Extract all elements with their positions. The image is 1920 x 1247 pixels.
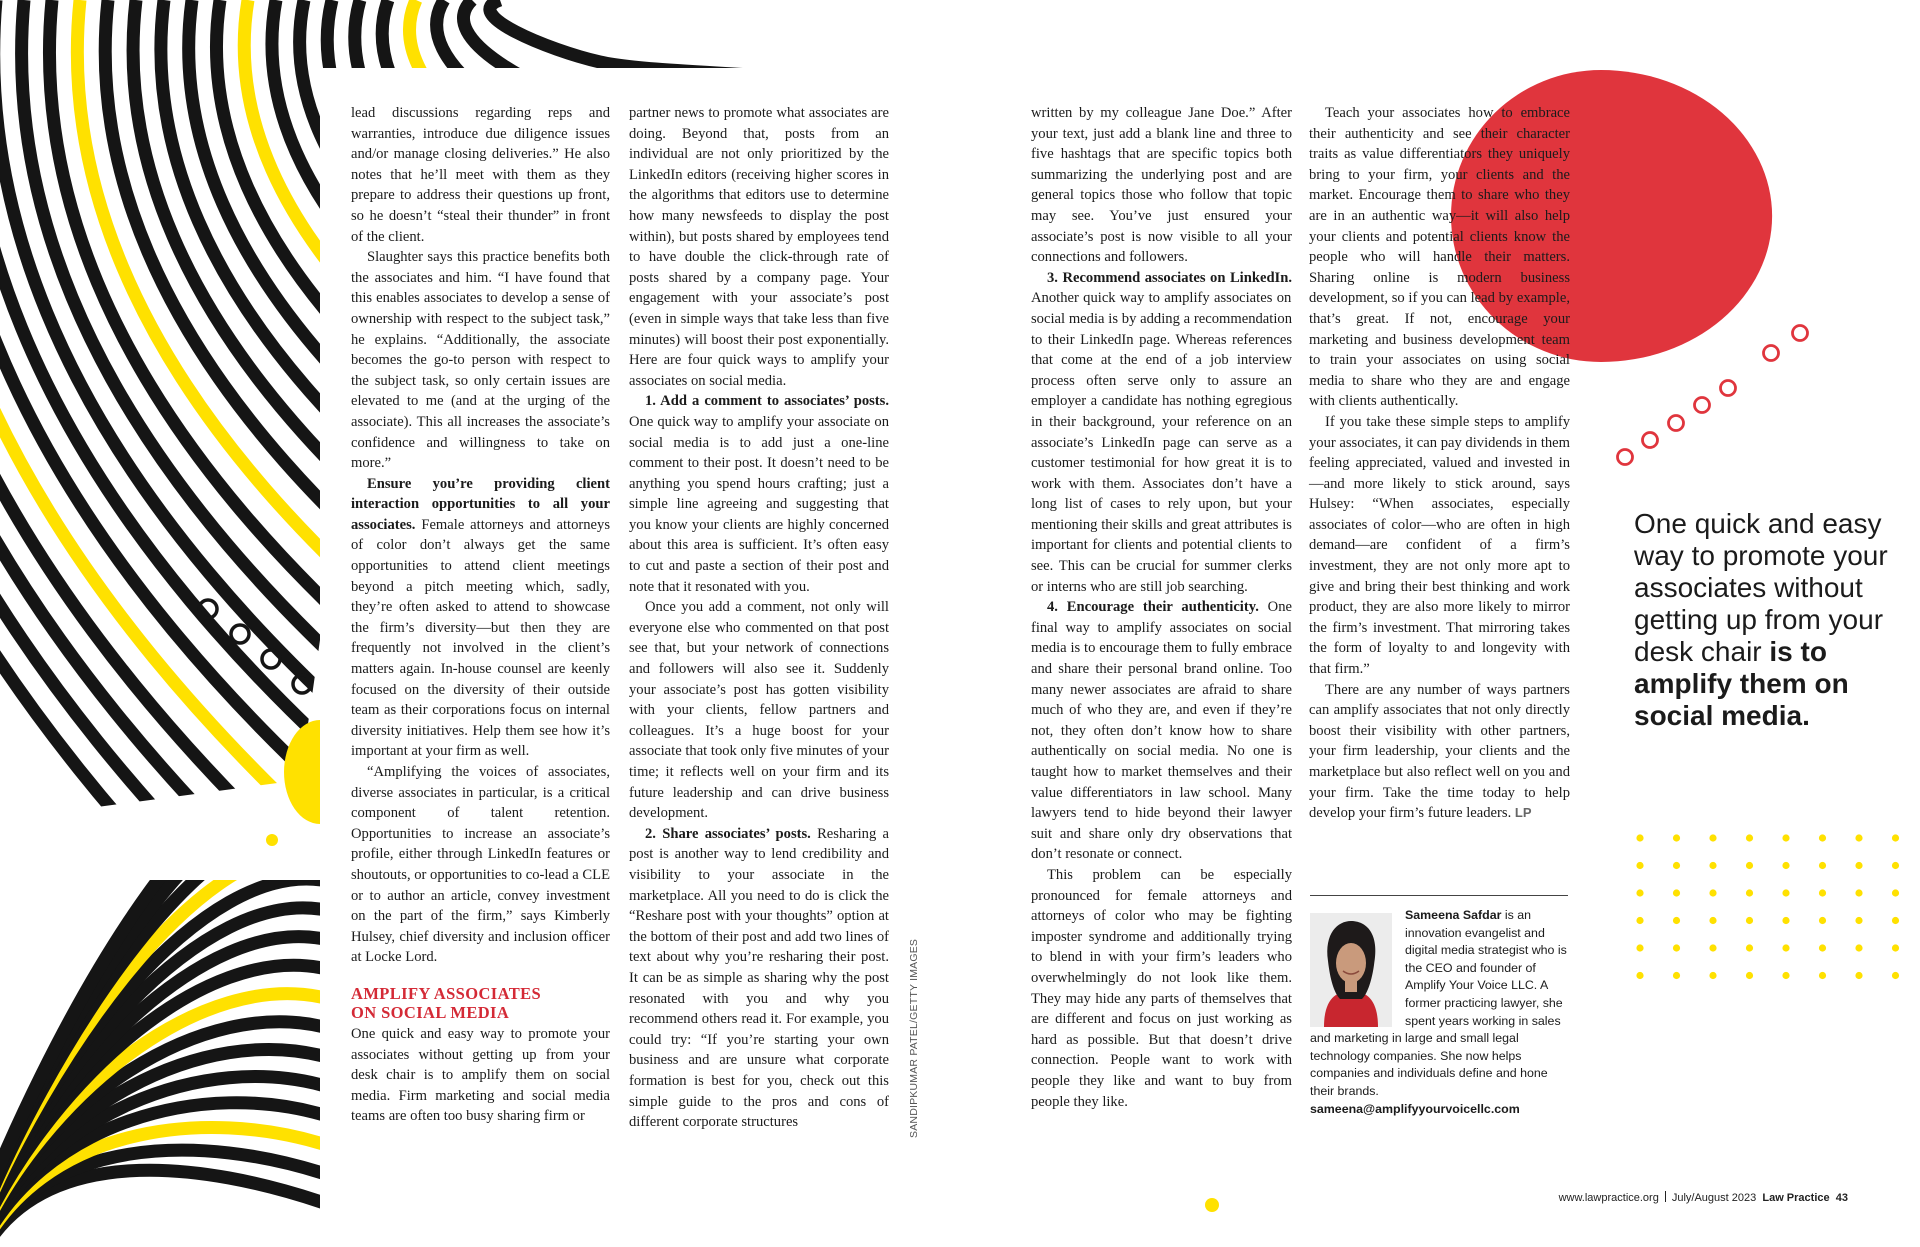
grid-dot	[1892, 862, 1899, 869]
grid-dot	[1746, 834, 1753, 841]
paragraph: One quick and easy way to promote your associates without getting up from your desk chair is to amplify them on social media. Firm marketing and social media teams are often too busy sharing firm or	[351, 1025, 610, 1125]
column-3	[1031, 103, 1292, 1112]
paragraph: 1. Add a comment to associates’ posts. One quick way to amplify your associate on social media is to add just a one-line comment to their post. It doesn’t need to be anything you spend hours crafting; just a simple line agreeing and suggesting that you know your clients are highly concerned about this area is sufficient. It’s often easy to cut and paste a section of their post and note that it resonated with you.	[629, 393, 889, 595]
grid-dot	[1746, 944, 1753, 951]
grid-dot	[1709, 889, 1716, 896]
author-bio: Sameena Safdar is an innovation evangelist and digital media strategist who is the CEO and founder of Amplify Your Voice LLC. A former practicing lawyer, she spent years working in sales and marketing in large and small legal technology companies. She now helps companies and individuals define and hone their brands. sameena@amplifyyourvoicellc.com	[1310, 908, 1567, 1116]
grid-dot	[1636, 889, 1643, 896]
column-2	[629, 103, 889, 1133]
grid-dot	[1819, 889, 1826, 896]
grid-dot	[1819, 972, 1826, 979]
column-4	[1309, 103, 1570, 824]
paragraph: This problem can be especially pronounced for female attorneys and attorneys of color who may be fighting imposter syndrome and additionally trying to blend in with your firm’s leaders who overwhelmingly do not look like them. They may hide any parts of themselves that are different and focus on just working as hard as possible. But that doesn’t drive connection. People want to work with people they like and want to buy from people they like.	[1031, 866, 1292, 1110]
author-name: Sameena Safdar	[1405, 908, 1502, 922]
paragraph: Teach your associates how to embrace their authenticity and see their character traits as value differentiators they uniquely bring to your firm, your clients and the market. Encourage them to share who they are in an authentic way—it will also help your clients and potential clients know the people who will handle their matters. Sharing online is modern business development, so if you can lead by example, that’s great. If not, encourage your marketing and business development team to train your associates on using social media to share who they are and engage with clients authentically.	[1309, 105, 1570, 410]
pull-quote: One quick and easy way to promote your associates without getting up from your desk chair is to amplify them on social media.	[1634, 508, 1888, 731]
paragraph: Ensure you’re providing client interaction opportunities to all your associates. Female attorneys and attorneys of color don’t always get the same opportunities to attend client meetings beyond a pitch meeting which, sadly, they’re often asked to attend to showcase the firm’s diversity—but then they are frequently not involved in the client’s matters again. In-house counsel are keenly focused on the diversity of their outside team as their corporations focus on internal diversity initiatives. Help them see how it’s important at your firm as well.	[351, 475, 610, 760]
grid-dot	[1855, 889, 1862, 896]
grid-dot	[1782, 944, 1789, 951]
grid-dot	[1746, 889, 1753, 896]
grid-dot	[1782, 889, 1789, 896]
grid-dot	[1892, 972, 1899, 979]
paragraph: partner news to promote what associates are doing. Beyond that, posts from an individual are not only prioritized by the LinkedIn editors (receiving higher scores in the algorithms that editors use to determine how many newsfeeds to display the post within), but posts shared by employees tend to have double the click-through rate of posts shared by a company page. Your engagement with your associate’s post (even in simple ways that take less than five minutes) will boost their post exponentially. Here are four quick ways to amplify your associates on social media.	[629, 105, 889, 389]
grid-dot	[1709, 944, 1716, 951]
grid-dot	[1892, 944, 1899, 951]
grid-dot	[1892, 889, 1899, 896]
run-in-head: 3. Recommend associates on LinkedIn.	[1047, 269, 1292, 286]
grid-dot	[1673, 944, 1680, 951]
paragraph: Slaughter says this practice benefits both the associates and him. “I have found that this enables associates to develop a sense of ownership with respect to the subject task,” he explains. “Additionally, the associate becomes the go-to person with respect to the subject task, so only certain issues are elevated to me (and at the urging of the associate). This all increases the associate’s confidence and willingness to take on more.”	[351, 249, 610, 472]
grid-dot	[1782, 862, 1789, 869]
footer-url[interactable]: www.lawpractice.org	[1558, 1192, 1659, 1204]
striped-swirl-bottom	[0, 763, 330, 1247]
grid-dot	[1636, 917, 1643, 924]
yellow-half-circle	[284, 720, 320, 824]
grid-dot	[1855, 834, 1862, 841]
run-in-head: Ensure you’re providing client interaction opportunities to all your associates.	[351, 475, 610, 533]
run-in-head: 1. Add a comment to associates’ posts.	[645, 393, 889, 410]
yellow-dot-grid	[1636, 834, 1899, 979]
footer-magazine: Law Practice	[1762, 1192, 1830, 1204]
grid-dot	[1819, 944, 1826, 951]
grid-dot	[1673, 889, 1680, 896]
grid-dot	[1855, 972, 1862, 979]
paragraph: lead discussions regarding reps and warranties, introduce due diligence issues and/or manage closing deliveries.” He also notes that he’ll meet with them as they prepare to address their questions up front, so he doesn’t “steal their thunder” in front of the client.	[351, 105, 610, 245]
bio-divider	[1310, 895, 1568, 896]
grid-dot	[1746, 917, 1753, 924]
grid-dot	[1673, 917, 1680, 924]
grid-dot	[1709, 972, 1716, 979]
footer-issue: July/August 2023	[1671, 1192, 1757, 1204]
grid-dot	[1709, 862, 1716, 869]
grid-dot	[1673, 862, 1680, 869]
paragraph: “Amplifying the voices of associates, diverse associates in particular, is a critical component of talent retention. Opportunities to increase an associate’s profile, either through LinkedIn features or shoutouts, or opportunities to co-lead a CLE or to author an article, convey investment on the part of the firm,” says Kimberly Hulsey, chief diversity and inclusion officer at Locke Lord.	[351, 764, 610, 966]
grid-dot	[1782, 917, 1789, 924]
photo-credit: SANDIPKUMAR PATEL/GETTY IMAGES	[908, 938, 920, 1138]
run-in-head: 4. Encourage their authenticity.	[1047, 599, 1259, 616]
grid-dot	[1636, 944, 1643, 951]
paragraph: 4. Encourage their authenticity. One final way to amplify associates on social media is to encourage them to fully embrace and share their personal brand online. Too many newer associates are afraid to share much of who they are, and even if they’re not, they often don’t know how to share authentically on social media. No one is taught how to market themselves and their value differentiators in law school. Many lawyers tend to hide beyond their lawyer suit and share only dry observations that don’t resonate or connect.	[1031, 599, 1292, 863]
grid-dot	[1855, 944, 1862, 951]
grid-dot	[1819, 917, 1826, 924]
grid-dot	[1892, 834, 1899, 841]
section-heading: AMPLIFY ASSOCIATES ON SOCIAL MEDIA	[351, 983, 542, 1022]
yellow-dot	[266, 834, 278, 846]
grid-dot	[1636, 972, 1643, 979]
page-number: 43	[1835, 1192, 1848, 1204]
grid-dot	[1819, 862, 1826, 869]
author-email[interactable]: sameena@amplifyyourvoicellc.com	[1310, 1101, 1520, 1116]
red-semicircle-right	[1601, 70, 1772, 362]
grid-dot	[1782, 972, 1789, 979]
column-1	[351, 103, 610, 1127]
grid-dot	[1819, 834, 1826, 841]
yellow-dot-footer	[1205, 1198, 1219, 1212]
grid-dot	[1636, 834, 1643, 841]
grid-dot	[1709, 834, 1716, 841]
paragraph: 3. Recommend associates on LinkedIn. Another quick way to amplify associates on social media is by adding a recommendation to their LinkedIn page. Whereas references that come at the end of a job interview process often serve only to assure an employer a candidate has nothing egregious in their background, your reference on an associate’s LinkedIn page can serve as a customer testimonial for how great it is to work with them. Associates don’t have a long list of cases to rely upon, but your mentioning their skills and great attributes is important for clients and potential clients to see. This can be crucial for summer clerks or interns who are still job searching.	[1031, 269, 1292, 595]
grid-dot	[1782, 834, 1789, 841]
grid-dot	[1636, 862, 1643, 869]
grid-dot	[1709, 917, 1716, 924]
run-in-head: 2. Share associates’ posts.	[645, 825, 811, 842]
page-footer	[1559, 1191, 1848, 1204]
end-mark: LP	[1514, 805, 1532, 821]
paragraph: If you take these simple steps to amplify your associates, it can pay dividends in them feeling appreciated, valued and invested in—and more likely to stick around, says Hulsey: “When associates, especially associates of color—who are often in high demand—are confident of a firm’s investment, they are not only more apt to give and bring their best thinking and work product, they are also more likely to mirror the firm’s investment. That mirroring takes the form of loyalty to and longevity with that firm.”	[1309, 413, 1571, 678]
grid-dot	[1855, 917, 1862, 924]
grid-dot	[1855, 862, 1862, 869]
grid-dot	[1673, 972, 1680, 979]
paragraph: 2. Share associates’ posts. Resharing a post is another way to lend credibility and visibility to your associate in the marketplace. All you need to do is click the “Reshare post with your thoughts” option at the bottom of their post and add two lines of text about why you’re resharing their post. It can be as simple as sharing why the post resonated with you and why you recommend others read it. For example, you could try: “If you’re starting your own business and are unsure what corporate formation is best for you, check out this simple guide to the pros and cons of different corporate structures	[629, 825, 889, 1131]
paragraph: Once you add a comment, not only will everyone else who commented on that post see that, but your network of connections and followers will also see it. Suddenly your associate’s post has gotten visibility with your clients, fellow partners and colleagues. It’s a huge boost for your associate that took only five minutes of your time; it reflects well on your firm and its future leadership and can drive business development.	[629, 599, 889, 822]
paragraph: There are any number of ways partners can amplify associates that not only directly boost their visibility with other partners, your firm leadership, your clients and the marketplace but also reflect well on you and your firm. Take the time today to help develop your firm’s future leaders. LP	[1309, 681, 1570, 822]
paragraph: written by my colleague Jane Doe.” After your text, just add a blank line and three to five hashtags that are specific topics both summarizing the underlying post and are general topics those who follow that topic may see. You’ve just ensured your associate’s post is now visible to all your connections and followers.	[1031, 105, 1292, 266]
grid-dot	[1673, 834, 1680, 841]
grid-dot	[1746, 862, 1753, 869]
grid-dot	[1892, 917, 1899, 924]
grid-dot	[1746, 972, 1753, 979]
